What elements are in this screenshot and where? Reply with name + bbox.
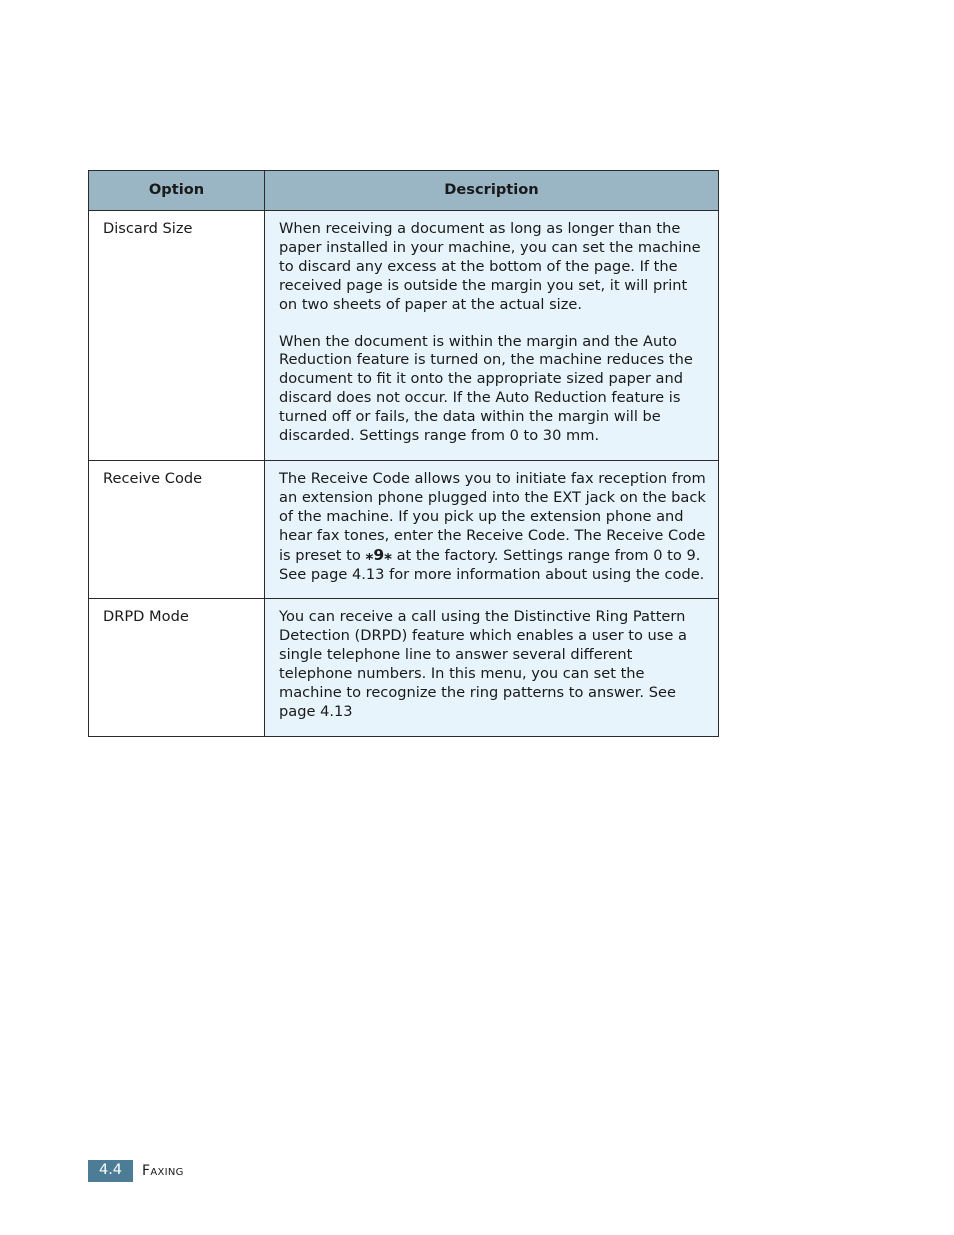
table-header-row	[89, 171, 719, 211]
option-column-header: Option	[89, 171, 265, 211]
receive-code	[365, 547, 392, 564]
description-text: at the factory. Settings range from 0 to 9. See page 4.13 for more information about using the code.	[279, 546, 705, 583]
description-paragraph	[279, 470, 710, 584]
option-description	[265, 460, 719, 598]
table-row	[89, 211, 719, 461]
description-text: The Receive Code allows you to initiate fax reception from an extension phone plugged into the EXT jack on the back of the machine. If you pick up the extension phone and hear fax tones, enter the Receive Code. The Receive Code is preset to	[279, 469, 706, 564]
receive-code-digit: 9	[373, 545, 385, 564]
table-row	[89, 599, 719, 736]
description-column-header: Description	[265, 171, 719, 211]
description-paragraph: When the document is within the margin and the Auto Reduction feature is turned on, the machine reduces the document to fit it onto the appropriate sized paper and discard does not occur. If the Auto Reduction feature is turned off or fails, the data within the margin will be discarded. Settings range from 0 to 30 mm.	[279, 332, 693, 445]
page-number-badge: 4.4	[88, 1160, 133, 1182]
star-key-icon: ⁎	[384, 545, 392, 564]
table-row	[89, 460, 719, 598]
option-description	[265, 211, 719, 461]
description-paragraph: When receiving a document as long as longer than the paper installed in your machine, you can set the machine to discard any excess at the bottom of the page. If the received page is outside the margin you set, it will print on two sheets of paper at the actual size.	[279, 220, 701, 313]
options-table	[88, 170, 719, 737]
option-description	[265, 599, 719, 736]
option-name: DRPD Mode	[89, 599, 265, 736]
option-name: Receive Code	[89, 460, 265, 598]
star-key-icon: ⁎	[365, 545, 374, 564]
description-paragraph: You can receive a call using the Distinctive Ring Pattern Detection (DRPD) feature which enables a user to use a single telephone line to answer several different telephone numbers. In this menu, you can set the machine to recognize the ring patterns to answer. See page 4.13	[279, 608, 687, 720]
section-name: Faxing	[142, 1163, 184, 1179]
option-name: Discard Size	[89, 211, 265, 461]
